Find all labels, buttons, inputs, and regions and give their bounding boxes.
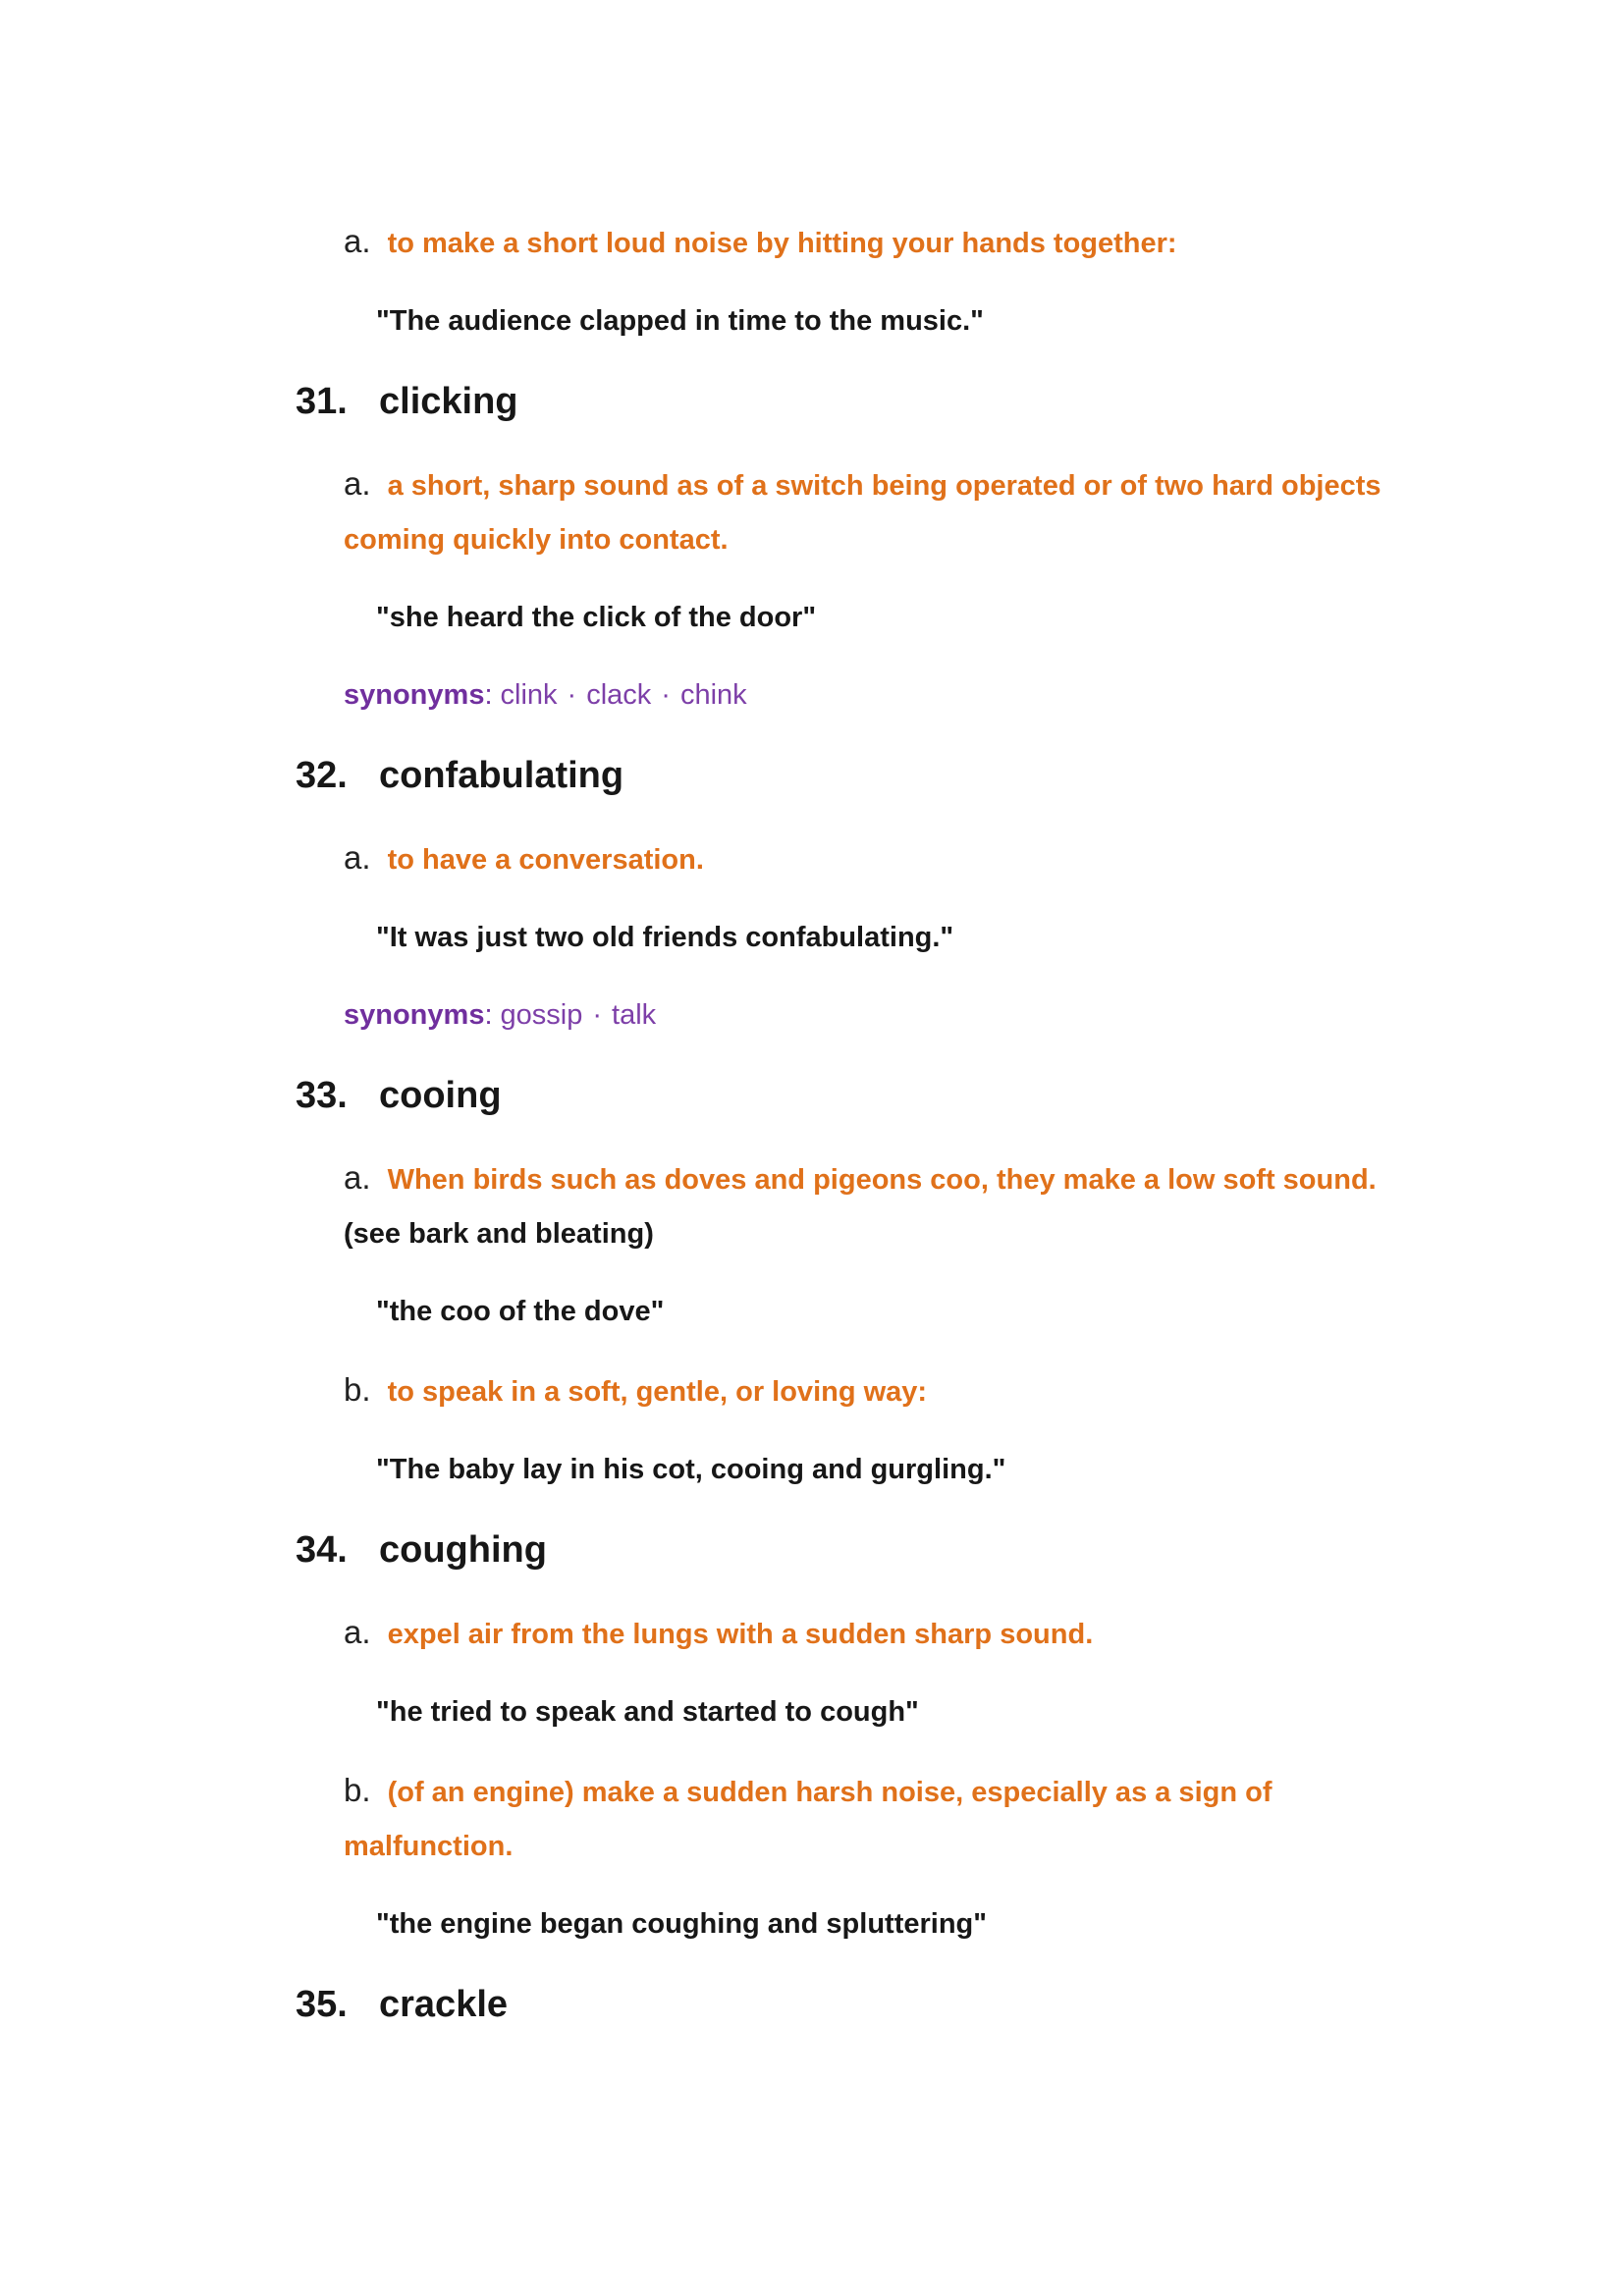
entry-heading — [296, 1066, 1434, 1125]
definition-text: to speak in a soft, gentle, or loving way: — [387, 1376, 928, 1408]
definition — [344, 456, 1434, 567]
definition — [344, 1763, 1434, 1874]
example-quote: "the coo of the dove" — [376, 1296, 665, 1327]
definition-text: a short, sharp sound as of a switch being operated or of two hard objects coming quickly into contact. — [344, 470, 1381, 556]
synonym-item: chink — [679, 679, 747, 711]
definition-text: (of an engine) make a sudden harsh noise, especially as a sign of malfunction. — [344, 1777, 1272, 1862]
synonyms-label: synonyms — [344, 999, 485, 1031]
synonym-item: clink — [500, 679, 558, 711]
synonym-item: gossip — [500, 999, 583, 1031]
entry-term: confabulating — [379, 755, 624, 796]
definition — [344, 1150, 1434, 1261]
definition-marker: a. — [344, 223, 371, 259]
definition-marker: b. — [344, 1772, 371, 1808]
definition-note: (see bark and bleating) — [344, 1218, 654, 1250]
definition-text: When birds such as doves and pigeons coo, they make a low soft sound. (see bark and bleating) — [344, 1164, 1377, 1250]
synonyms-row — [344, 668, 1434, 722]
entry-heading — [296, 1521, 1434, 1579]
definition-marker: a. — [344, 465, 371, 502]
entry-heading — [296, 746, 1434, 805]
definition-marker: a. — [344, 839, 371, 876]
definition — [344, 1605, 1434, 1662]
entry-number: 35. — [296, 1984, 348, 2025]
synonyms-colon: : — [484, 679, 493, 711]
dictionary-entry — [296, 1521, 1434, 1951]
entry-number: 32. — [296, 755, 348, 796]
example-quote: "she heard the click of the door" — [376, 602, 817, 633]
definition-marker: a. — [344, 1614, 371, 1650]
example-quote: "The baby lay in his cot, cooing and gurgling." — [376, 1454, 1006, 1485]
definition — [344, 830, 1434, 887]
definition — [344, 214, 1434, 271]
entry-number: 33. — [296, 1075, 348, 1116]
entry-term: coughing — [379, 1529, 547, 1571]
entry-term: clicking — [379, 381, 518, 422]
dictionary-entry — [296, 746, 1434, 1042]
synonyms-row — [344, 988, 1434, 1042]
dictionary-entry — [296, 372, 1434, 722]
dictionary-entry — [296, 1066, 1434, 1497]
dictionary-entry — [344, 214, 1434, 348]
entry-term: crackle — [379, 1984, 509, 2025]
entry-heading — [296, 1975, 1434, 2034]
glossary-content — [296, 214, 1434, 2034]
dictionary-entry — [296, 1975, 1434, 2034]
synonym-separator: · — [592, 999, 603, 1031]
synonym-item: clack — [586, 679, 652, 711]
synonym-item: talk — [612, 999, 657, 1031]
synonym-separator: · — [567, 679, 577, 711]
definition-marker: b. — [344, 1371, 371, 1408]
definition-marker: a. — [344, 1159, 371, 1196]
synonym-separator: · — [661, 679, 671, 711]
entry-number: 31. — [296, 381, 348, 422]
example-quote: "the engine began coughing and spluttering" — [376, 1908, 987, 1940]
definition-text: to have a conversation. — [387, 844, 704, 876]
definition — [344, 1362, 1434, 1419]
definition-text: to make a short loud noise by hitting your hands together: — [387, 228, 1177, 259]
synonyms-label: synonyms — [344, 679, 485, 711]
example-quote: "It was just two old friends confabulating." — [376, 922, 954, 953]
entry-number: 34. — [296, 1529, 348, 1571]
definition-text: expel air from the lungs with a sudden sharp sound. — [387, 1619, 1094, 1650]
example-quote: "The audience clapped in time to the music." — [376, 305, 984, 337]
entry-term: cooing — [379, 1075, 502, 1116]
synonyms-colon: : — [484, 999, 493, 1031]
example-quote: "he tried to speak and started to cough" — [376, 1696, 919, 1728]
entry-heading — [296, 372, 1434, 431]
